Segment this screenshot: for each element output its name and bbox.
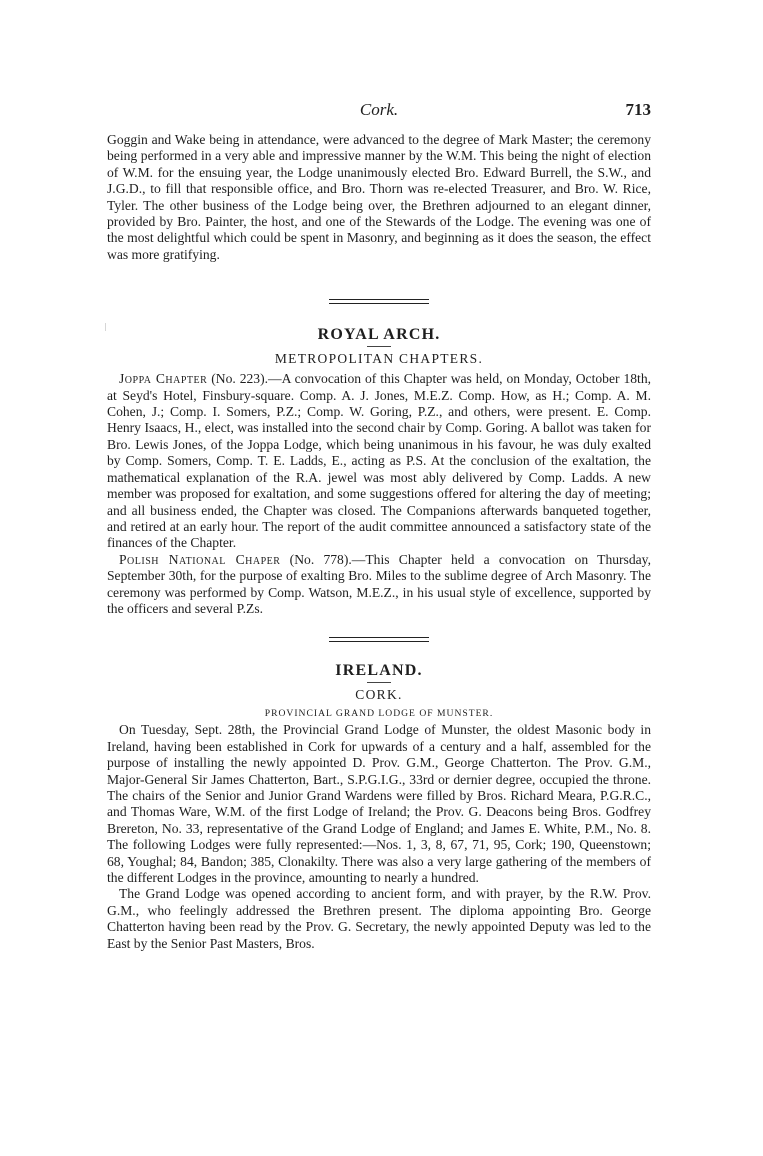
ireland-paragraph-2: The Grand Lodge was opened according to ancient form, and with prayer, by the R.W. Prov. G.M., who feelingly addressed the Brethren present. The diploma appointing Bro. George Chatterton having been read by the Prov. G. Secretary, the newly appointed Deputy was led to the East by the Senior Past Masters, Bros. bbox=[107, 886, 651, 951]
margin-mark: | bbox=[105, 322, 107, 331]
running-title: Cork. bbox=[359, 100, 399, 119]
provincial-grand-lodge-heading: PROVINCIAL GRAND LODGE OF MUNSTER. bbox=[264, 708, 494, 720]
page-number: 713 bbox=[625, 100, 651, 119]
polish-chapter-text: (No. 778).—This Chapter held a convocation on Thursday, September 30th, for the purpose of exalting Bro. Miles to the sublime degree of Arch Masonry. The ceremony was performed by Comp. Watson, M.E.Z., in his usual style of excellence, supported by the officers and several P.Zs. bbox=[107, 551, 651, 616]
cork-heading: CORK. bbox=[355, 687, 403, 703]
ireland-paragraph-1: On Tuesday, Sept. 28th, the Provincial Grand Lodge of Munster, the oldest Masonic body in Ireland, having been established in Cork for upwards of a century and a half, assembled for the purpose of installing the newly appointed D. Prov. G.M., George Chatterton. The Prov. G.M., Major-General Sir James Chatterton, Bart., S.P.G.I.G., 33rd or dernier degree, occupied the throne. The chairs of the Senior and Junior Grand Wardens were filled by Bros. Richard Meara, P.G.R.C., and Thomas Ware, W.M. of the first Lodge of Ireland; the Prov. G. Deacons being Bros. Godfrey Brereton, No. 33, representative of the Grand Lodge of England; and James E. White, P.M., No. 8. The following Lodges were fully represented:—Nos. 1, 3, 8, 67, 71, 95, Cork; 190, Queenstown; 68, Youghal; 84, Bandon; 385, Clonakilty. There was also a very large gathering of the members of the different Lodges in the province, amounting to nearly a hundred. bbox=[107, 722, 651, 885]
heading-rule bbox=[367, 346, 391, 347]
metropolitan-chapters-heading: METROPOLITAN CHAPTERS. bbox=[274, 351, 484, 367]
intro-paragraph: Goggin and Wake being in attendance, were advanced to the degree of Mark Master; the ceremony being performed in a very able and impressive manner by the W.M. This being the night of election of W.M. for the ensuing year, the Lodge unanimously elected Bro. Edward Burrell, the S.W., and J.G.D., to fill that responsible office, and Bro. Thorn was re-elected Treasurer, and Bro. W. Rice, Tyler. The other business of the Lodge being over, the Brethren adjourned to an elegant dinner, provided by Bro. Painter, the host, and one of the Stewards of the Lodge. The evening was one of the most delightful which could be spent in Masonry, and beginning as it does the season, the effect was more gratifying. bbox=[107, 132, 651, 262]
page bbox=[107, 100, 651, 952]
ireland-heading: IRELAND. bbox=[335, 662, 423, 680]
joppa-chapter-lead: Joppa Chapter bbox=[119, 371, 208, 387]
polish-chapter-paragraph bbox=[107, 552, 651, 618]
page-header bbox=[107, 100, 651, 124]
royal-arch-heading: ROYAL ARCH. bbox=[317, 326, 441, 344]
polish-chapter-lead: Polish National Chaper bbox=[119, 551, 281, 567]
joppa-chapter-text: (No. 223).—A convocation of this Chapter was held, on Monday, October 18th, at Seyd's Hotel, Finsbury-square. Comp. A. J. Jones, M.E.Z. Comp. How, as H.; Comp. A. M. Cohen, J.; Comp. I. Somers, P.Z.; Comp. W. Goring, P.Z., and others, were present. E. Comp. Henry Isaacs, H., elect, was installed into the second chair by Comp. Goring. A ballot was taken for Bro. Lewis Jones, of the Joppa Lodge, which being unanimous in his favour, he was duly exalted by Comp. Somers, Comp. T. E. Ladds, E., acting as P.S. At the conclusion of the exaltation, the mathematical explanation of the R.A. jewel was most ably delivered by Comp. Ladds. A new member was proposed for exaltation, and some suggestions offered for altering the day of meeting; and all business ended, the Chapter was closed. The Companions afterwards banqueted together, and retired at an early hour. The report of the audit committee announced a satisfactory state of the finances of the Chapter. bbox=[107, 371, 652, 551]
joppa-chapter-paragraph bbox=[107, 371, 651, 551]
heading-rule bbox=[367, 682, 391, 683]
